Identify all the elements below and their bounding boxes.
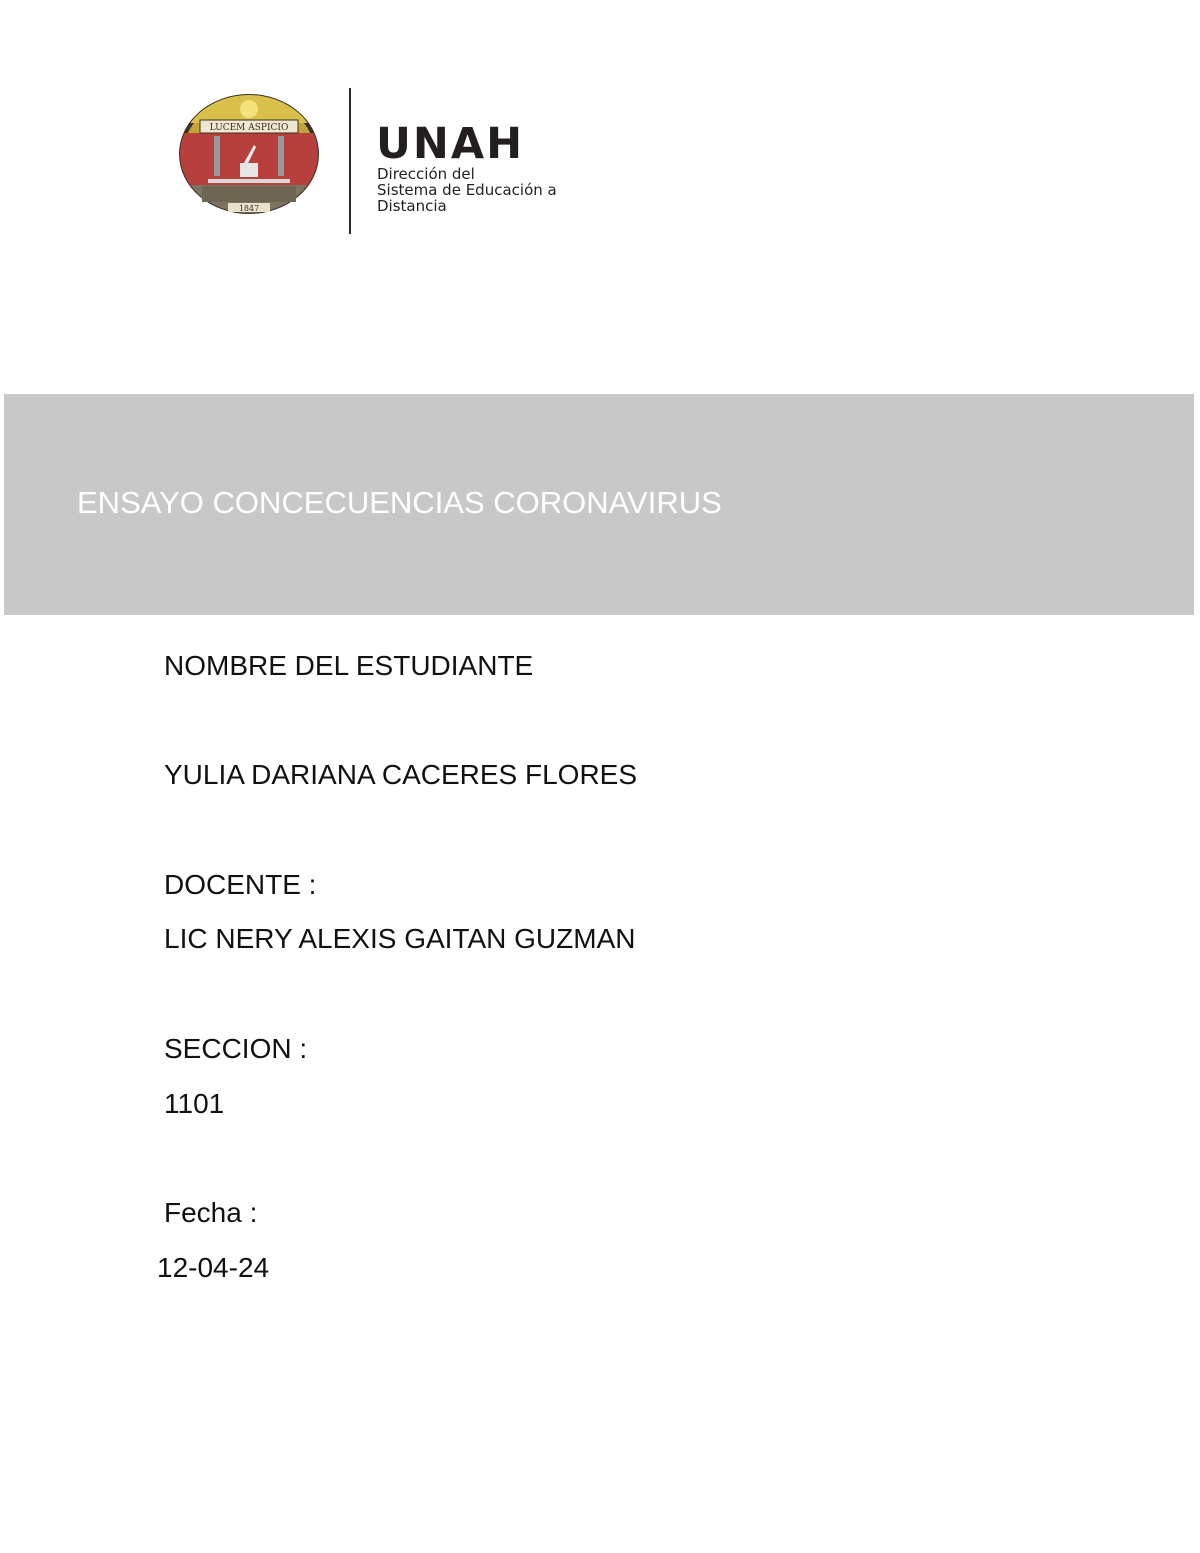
subtitle-line-1: Dirección del bbox=[377, 165, 475, 183]
subtitle-line-3: Distancia bbox=[377, 197, 447, 215]
subtitle-line-2: Sistema de Educación a bbox=[377, 181, 557, 199]
section-value: 1101 bbox=[164, 1088, 225, 1119]
date-value: 12-04-24 bbox=[157, 1252, 270, 1283]
title-banner bbox=[4, 394, 1194, 615]
document-title: ENSAYO CONCECUENCIAS CORONAVIRUS bbox=[77, 485, 722, 520]
teacher-label: DOCENTE : bbox=[164, 869, 317, 900]
student-name: YULIA DARIANA CACERES FLORES bbox=[164, 759, 638, 790]
date-label: Fecha : bbox=[164, 1197, 258, 1228]
student-label: NOMBRE DEL ESTUDIANTE bbox=[164, 650, 534, 681]
section-label: SECCION : bbox=[164, 1033, 308, 1064]
university-seal-icon bbox=[178, 93, 320, 215]
seal-motto: LUCEM ASPICIO bbox=[209, 123, 289, 133]
brand-name: UNAH bbox=[376, 119, 525, 169]
brand-subtitle bbox=[377, 166, 637, 214]
header-divider bbox=[349, 88, 351, 234]
teacher-name: LIC NERY ALEXIS GAITAN GUZMAN bbox=[164, 923, 636, 954]
header-logo-block bbox=[176, 88, 636, 238]
seal-year: 1847 bbox=[238, 204, 260, 213]
